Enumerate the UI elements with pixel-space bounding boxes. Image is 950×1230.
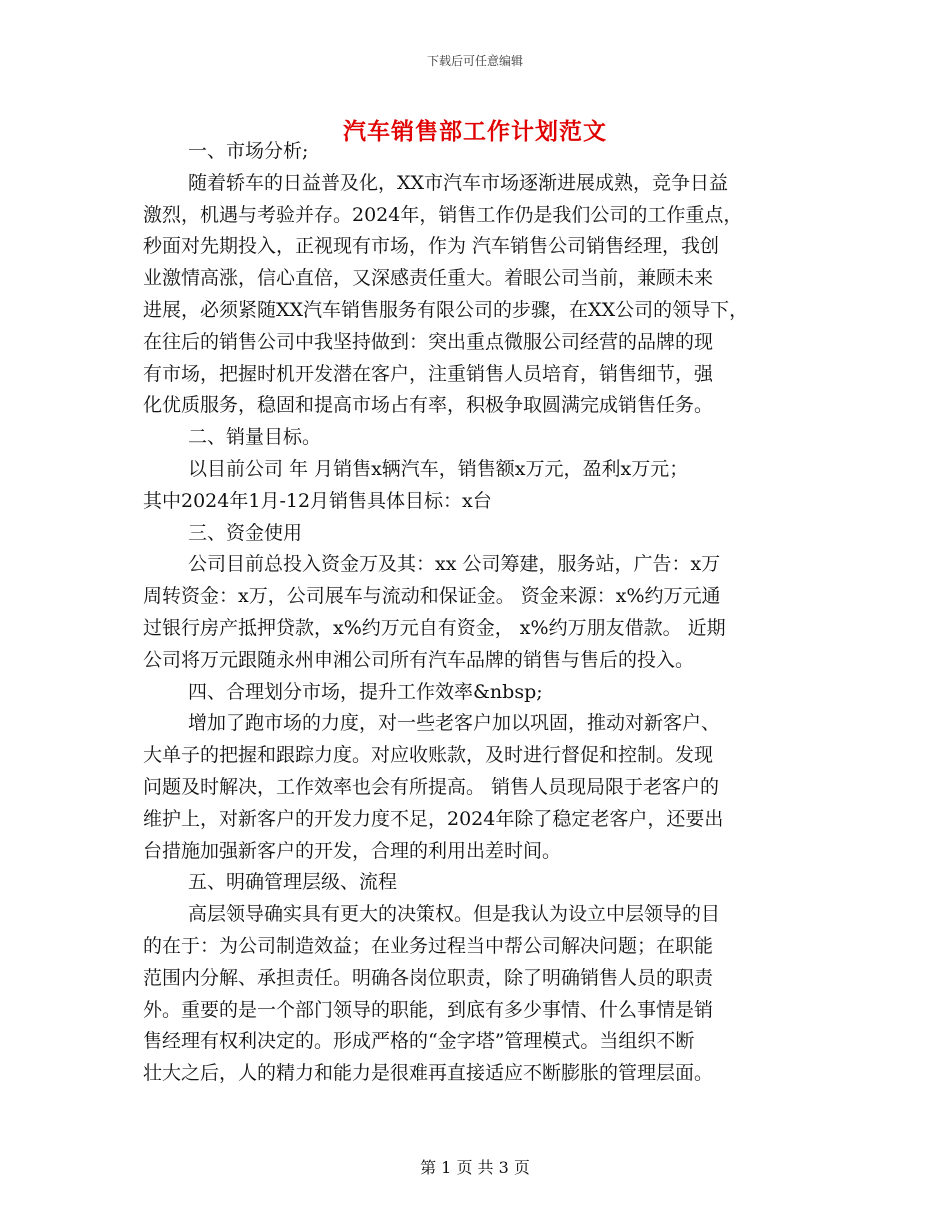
body-line: 激烈，机遇与考验并存。2024年，销售工作仍是我们公司的工作重点， [143,203,743,226]
body-line: 其中2024年1月-12月销售具体目标：x台 [143,489,492,512]
body-line: 问题及时解决，工作效率也会有所提高。 销售人员现局限于老客户的 [143,775,720,798]
body-line: 大单子的把握和跟踪力度。对应收账款，及时进行督促和控制。发现 [143,744,714,767]
body-line: 化优质服务，稳固和提高市场占有率，积极争取圆满完成销售任务。 [143,394,714,417]
document-title: 汽车销售部工作计划范文 [343,118,607,145]
body-line: 周转资金：x万，公司展车与流动和保证金。 资金来源：x%约万元通 [143,585,721,608]
body-line: 高层领导确实具有更大的决策权。但是我认为设立中层领导的目 [188,903,721,926]
body-line: 维护上，对新客户的开发力度不足，2024年除了稳定老客户，还要出 [143,807,724,830]
page-header: 下载后可任意编辑 [426,54,523,68]
body-line: 有市场，把握时机开发潜在客户，注重销售人员培育，销售细节，强 [143,362,714,385]
body-line: 公司将万元跟随永州申湘公司所有汽车品牌的销售与售后的投入。 [143,648,695,671]
body-line: 壮大之后，人的精力和能力是很难再直接适应不断膨胀的管理层面。 [143,1062,714,1085]
document-body [143,136,833,1090]
body-line: 在往后的销售公司中我坚持做到：突出重点微服公司经营的品牌的现 [143,330,714,353]
body-line: 三、资金使用 [188,521,303,544]
body-line: 秒面对先期投入，正视现有市场，作为 汽车销售公司销售经理，我创 [143,235,720,258]
body-line: 一、市场分析; [188,140,309,162]
body-line: 的在于：为公司制造效益；在业务过程当中帮公司解决问题；在职能 [143,934,714,957]
body-line: 以目前公司 年 月销售x辆汽车，销售额x万元，盈利x万元； [188,457,689,480]
body-line: 二、销量目标。 [188,426,322,449]
body-line: 五、明确管理层级、流程 [188,871,398,894]
body-line: 范围内分解、承担责任。明确各岗位职责，除了明确销售人员的职责 [143,966,714,989]
body-line: 四、合理划分市场，提升工作效率&nbsp; [188,680,543,703]
body-line: 进展，必须紧随XX汽车销售服务有限公司的步骤，在XX公司的领导下， [143,298,749,321]
body-line: 业激情高涨，信心直倍，又深感责任重大。着眼公司当前，兼顾未来 [143,267,714,290]
body-line: 售经理有权利决定的。形成严格的“金字塔”管理模式。当组织不断 [143,1030,695,1053]
body-line: 过银行房产抵押贷款，x%约万元自有资金， x%约万朋友借款。 近期 [143,616,726,639]
body-line: 公司目前总投入资金万及其：xx 公司筹建，服务站，广告：x万 [188,553,721,576]
body-line: 增加了跑市场的力度，对一些老客户加以巩固，推动对新客户、 [188,712,721,735]
body-line: 随着轿车的日益普及化，XX市汽车市场逐渐进展成熟，竞争日益 [188,171,729,194]
body-line: 外。重要的是一个部门领导的职能，到底有多少事情、什么事情是销 [143,998,714,1021]
page-footer: 第 1 页 共 3 页 [420,1158,530,1177]
body-line: 台措施加强新客户的开发，合理的利用出差时间。 [143,839,562,862]
